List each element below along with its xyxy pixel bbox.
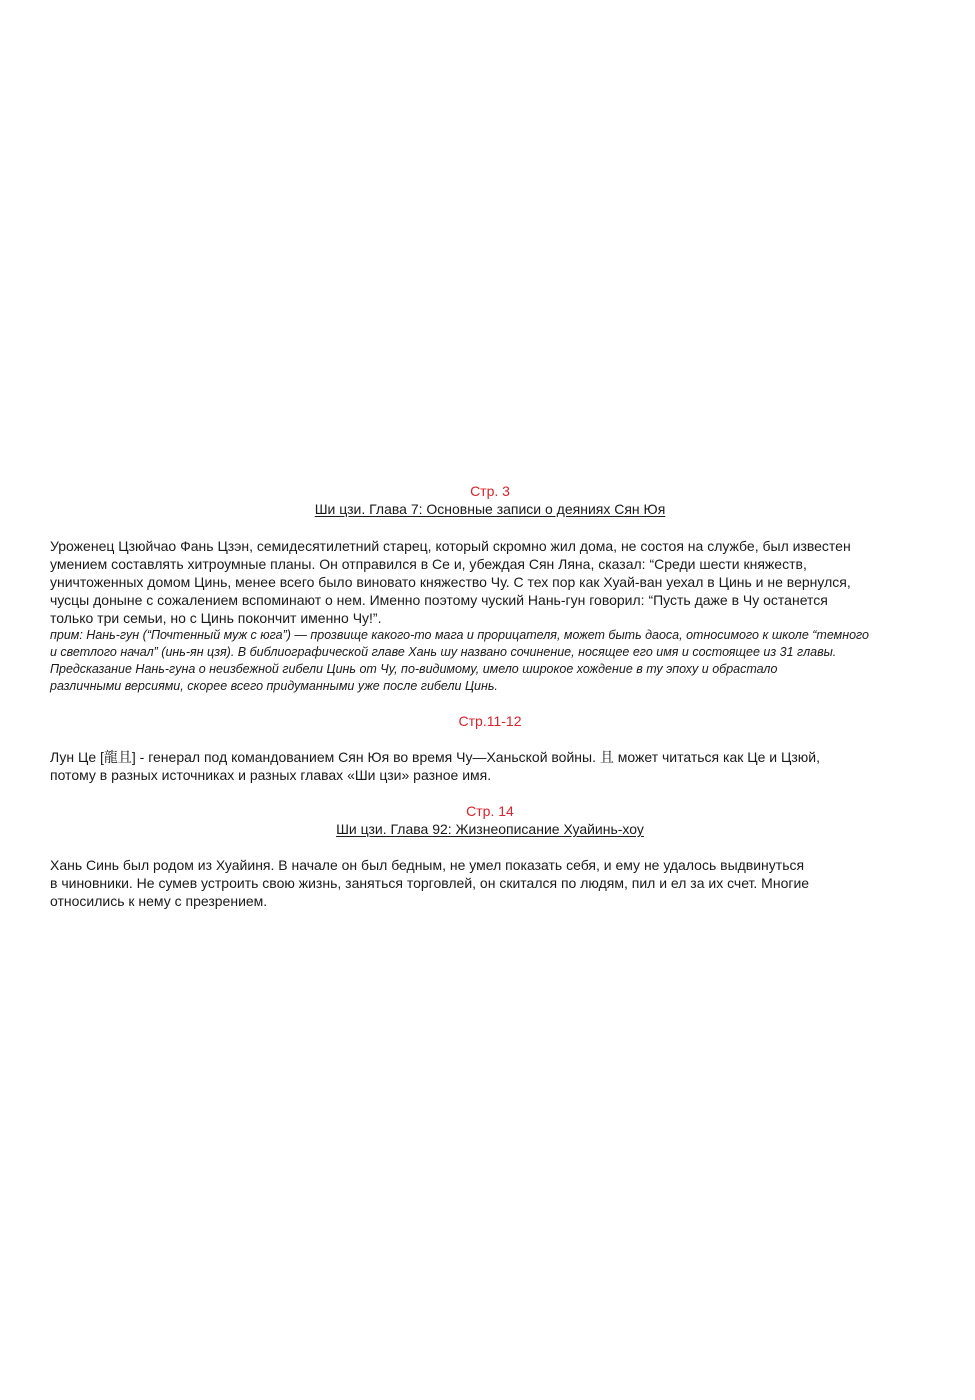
section-page-14-body bbox=[50, 856, 930, 910]
page-reference: Стр. 14 bbox=[466, 803, 514, 819]
section-page-11-12-body bbox=[50, 748, 930, 784]
chapter-title-text: Ши цзи. Глава 7: Основные записи о деяниях Сян Юя bbox=[314, 501, 666, 517]
section-page-3-body bbox=[50, 537, 930, 695]
body-paragraph: Хань Синь был родом из Хуайиня. В начале он был бедным, не умел показать себя, и ему не удалось выдвинуться в чиновники. Не сумев устроить свою жизнь, заняться торговлей, он скитался по людям, пил и ел за их счет. Многие относились к нему с презрением. bbox=[50, 857, 810, 909]
footnote: прим: Нань-гун (“Почтенный муж с юга”) — прозвище какого-то мага и прорицателя, может быть даоса, относимого к школе “темного и светлого начал” (инь-ян цзя). В библиографической главе Хань шу названо сочинение, носящее его имя и состоящее из 31 главы. Предсказание Нань-гуна о неизбежной гибели Цинь от Чу, по-видимому, имело широкое хождение в ту эпоху и обрастало различными версиями, скорее всего придуманными уже после гибели Цинь. bbox=[50, 628, 870, 693]
section-page-11-12 bbox=[50, 712, 930, 730]
chapter-title bbox=[50, 500, 930, 518]
section-page-14 bbox=[50, 802, 930, 838]
chapter-title bbox=[50, 820, 930, 838]
section-page-3 bbox=[50, 482, 930, 518]
chapter-title-text: Ши цзи. Глава 92: Жизнеописание Хуайинь-хоу bbox=[336, 821, 644, 837]
body-paragraph: Уроженец Цзюйчао Фань Цзэн, семидесятилетний старец, который скромно жил дома, не состоя на службе, был известен умением составлять хитроумные планы. Он отправился в Се и, убеждая Сян Ляна, сказал: “Среди шести княжеств, уничтоженных домом Цинь, менее всего было виновато княжество Чу. С тех пор как Хуай-ван уехал в Цинь и не вернулся, чусцы доныне с сожалением вспоминают о нем. Именно поэтому чуский Нань-гун говорил: “Пусть даже в Чу останется только три семьи, но с Цинь покончит именно Чу!”. bbox=[50, 538, 851, 626]
body-paragraph: Лун Це [龍且] - генерал под командованием Сян Юя во время Чу—Ханьской войны. 且 может читаться как Це и Цзюй, потому в разных источниках и разных главах «Ши цзи» разное имя. bbox=[50, 749, 820, 783]
page-reference: Стр.11-12 bbox=[458, 713, 522, 729]
page-reference: Стр. 3 bbox=[470, 483, 510, 499]
